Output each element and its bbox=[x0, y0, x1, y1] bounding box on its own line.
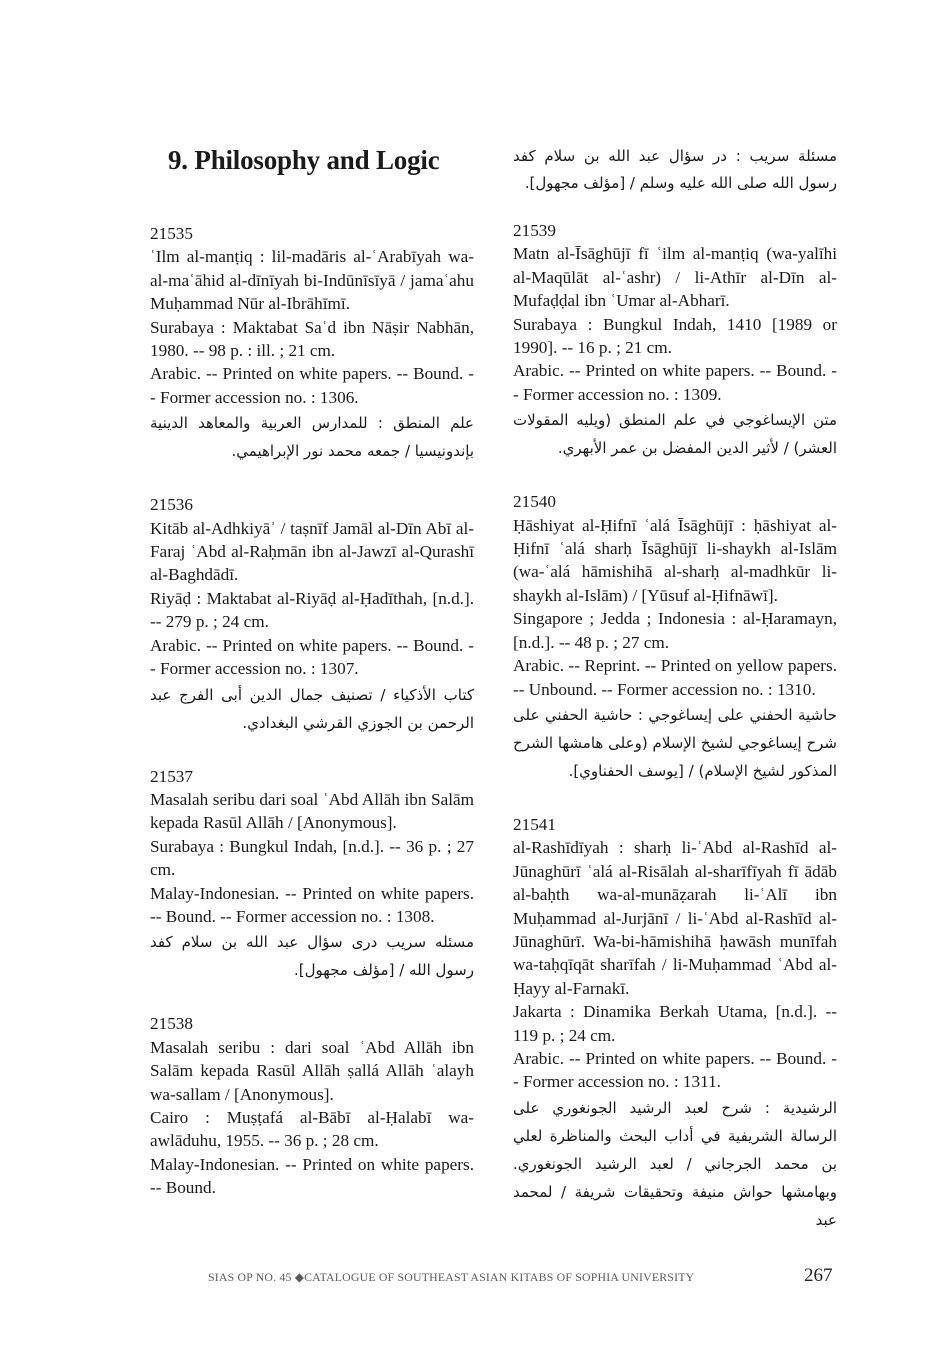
entry-imprint: Singapore ; Jedda ; Indonesia : al-Ḥaramayn, [n.d.]. -- 48 p. ; 27 cm. bbox=[513, 609, 837, 652]
catalogue-entry bbox=[513, 219, 837, 462]
page-number: 267 bbox=[804, 1265, 833, 1286]
entry-number: 21539 bbox=[513, 221, 556, 240]
continued-arabic-title: مسئلة سريب : در سؤال عبد الله بن سلام كفد رسول الله صلى الله عليه وسلم / [مؤلف مجهول]. bbox=[513, 147, 837, 192]
catalogue-entry bbox=[513, 813, 837, 1234]
entry-title: Matn al-Īsāghūjī fī ʿilm al-manṭiq (wa-yalīhi al-Maqūlāt al-ʿashr) / li-Athīr al-Dīn al-Mufaḍḍal ibn ʿUmar al-Abharī. bbox=[513, 244, 837, 311]
entry-number: 21536 bbox=[150, 495, 193, 515]
entry-imprint: Surabaya : Maktabat Saʿd ibn Nāṣir Nabhān, 1980. -- 98 p. : ill. ; 21 cm. bbox=[150, 317, 474, 361]
entry-number: 21541 bbox=[513, 814, 556, 834]
right-column bbox=[513, 140, 837, 1234]
catalogue-entry bbox=[150, 222, 474, 465]
entry-notes: Arabic. -- Printed on white papers. -- Bound. -- Former accession no. : 1306. bbox=[150, 364, 474, 407]
entry-title: ʿIlm al-manṭiq : lil-madāris al-ʿArabīyah wa-al-maʿāhid al-dīnīyah bi-Indūnīsīyā / jamaʿahu Muḥammad Nūr al-Ibrāhīmī. bbox=[150, 247, 474, 314]
entry-number: 21537 bbox=[150, 766, 193, 786]
diamond-separator-icon: ◆ bbox=[294, 1270, 305, 1284]
footer-catalogue-title: CATALOGUE OF SOUTHEAST ASIAN KITABS OF SOPHIA UNIVERSITY bbox=[304, 1270, 695, 1284]
entry-notes: Arabic. -- Reprint. -- Printed on yellow papers. -- Unbound. -- Former accession no. : 1310. bbox=[513, 656, 837, 699]
catalogue-entry bbox=[150, 1012, 474, 1199]
entry-arabic-title: كتاب الأذكياء / تصنيف جمال الدين أبى الفرج عبد الرحمن بن الجوزي القرشي البغدادي. bbox=[150, 685, 474, 732]
entry-title: Kitāb al-Adhkiyāʾ / taṣnīf Jamāl al-Dīn Abī al-Faraj ʿAbd al-Raḥmān ibn al-Jawzī al-Qurashī al-Baghdādī. bbox=[150, 518, 474, 585]
entry-title: al-Rashīdīyah : sharḥ li-ʿAbd al-Rashīd al-Jūnaghūrī ʿalá al-Risālah al-sharīfīyah fī ādāb al-baḥth wa-al-munāẓarah li-ʿAlī ibn Muḥammad al-Jurjānī / li-ʿAbd al-Rashīd al-Jūnaghūrī. Wa-bi-hāmishihā ḥawāsh munīfah wa-taḥqīqāt sharīfah / li-Muḥammad ʿAbd al-Ḥayy al-Farnakī. bbox=[513, 838, 837, 998]
entry-arabic-title: الرشيدية : شرح لعبد الرشيد الجونغوري على الرسالة الشريفية في أداب البحث والمناظرة لعلي بن محمد الجرجاني / لعبد الرشيد الجونغوري. وبهامشها حواش منيفة وتحقيقات شريفة / لمحمد عبد bbox=[513, 1098, 837, 1229]
entry-arabic-title: علم المنطق : للمدارس العربية والمعاهد الدينية بإندونيسيا / جمعه محمد نور الإبراهيمي. bbox=[150, 414, 474, 461]
entry-notes: Malay-Indonesian. -- Printed on white papers. -- Bound. bbox=[150, 1154, 474, 1198]
entry-notes: Malay-Indonesian. -- Printed on white papers. -- Bound. -- Former accession no. : 1308. bbox=[150, 883, 474, 926]
catalogue-entry bbox=[513, 490, 837, 785]
entry-imprint: Riyāḍ : Maktabat al-Riyāḍ al-Ḥadīthah, [n.d.]. -- 279 p. ; 24 cm. bbox=[150, 588, 474, 632]
footer-series: SIAS OP NO. 45 bbox=[208, 1270, 292, 1284]
entry-notes: Arabic. -- Printed on white papers. -- Bound. -- Former accession no. : 1307. bbox=[150, 635, 474, 679]
entry-arabic-title: متن الإيساغوجي في علم المنطق (ويليه المقولات العشر) / لأثير الدين المفضل بن عمر الأبهري. bbox=[513, 411, 837, 458]
section-title: 9. Philosophy and Logic bbox=[168, 145, 440, 175]
left-column bbox=[150, 140, 474, 1200]
entry-imprint: Surabaya : Bungkul Indah, 1410 [1989 or 1990]. -- 16 p. ; 21 cm. bbox=[513, 314, 837, 358]
entry-title: Ḥāshiyat al-Ḥifnī ʿalá Īsāghūjī : ḥāshiyat al-Ḥifnī ʿalá sharḥ Īsāghūjī li-shaykh al-Islām (wa-ʿalá hāmishihā al-sharḥ al-madhkūr li-shaykh al-Islām) / [Yūsuf al-Ḥifnāwī]. bbox=[513, 515, 837, 605]
entry-arabic-title: مسئله سريب درى سؤال عبد الله بن سلام كفد رسول الله / [مؤلف مجهول]. bbox=[150, 933, 474, 980]
catalogue-entry bbox=[150, 493, 474, 736]
entry-imprint: Jakarta : Dinamika Berkah Utama, [n.d.]. -- 119 p. ; 24 cm. bbox=[513, 1002, 837, 1045]
entry-title: Masalah seribu : dari soal ʿAbd Allāh ibn Salām kepada Rasūl Allāh ṣallá Allāh ʿalayh wa-sallam / [Anonymous]. bbox=[150, 1037, 474, 1104]
entry-title: Masalah seribu dari soal ʿAbd Allāh ibn Salām kepada Rasūl Allāh / [Anonymous]. bbox=[150, 789, 474, 833]
entry-imprint: Cairo : Muṣṭafá al-Bābī al-Ḥalabī wa-awlāduhu, 1955. -- 36 p. ; 28 cm. bbox=[150, 1107, 474, 1151]
entry-number: 21535 bbox=[150, 224, 193, 243]
entry-number: 21540 bbox=[513, 492, 556, 512]
entry-arabic-title: حاشية الحفني على إيساغوجي : حاشية الحفني على شرح إيساغوجي لشيخ الإسلام (وعلى هامشها الشرح المذكور لشيخ الإسلام) / [يوسف الحفناوي]. bbox=[513, 705, 837, 780]
entry-number: 21538 bbox=[150, 1014, 193, 1034]
page-footer bbox=[208, 1270, 848, 1285]
catalogue-entry bbox=[150, 765, 474, 985]
entry-notes: Arabic. -- Printed on white papers. -- Bound. -- Former accession no. : 1309. bbox=[513, 361, 837, 404]
entry-imprint: Surabaya : Bungkul Indah, [n.d.]. -- 36 p. ; 27 cm. bbox=[150, 836, 474, 880]
entry-notes: Arabic. -- Printed on white papers. -- Bound. -- Former accession no. : 1311. bbox=[513, 1048, 837, 1092]
